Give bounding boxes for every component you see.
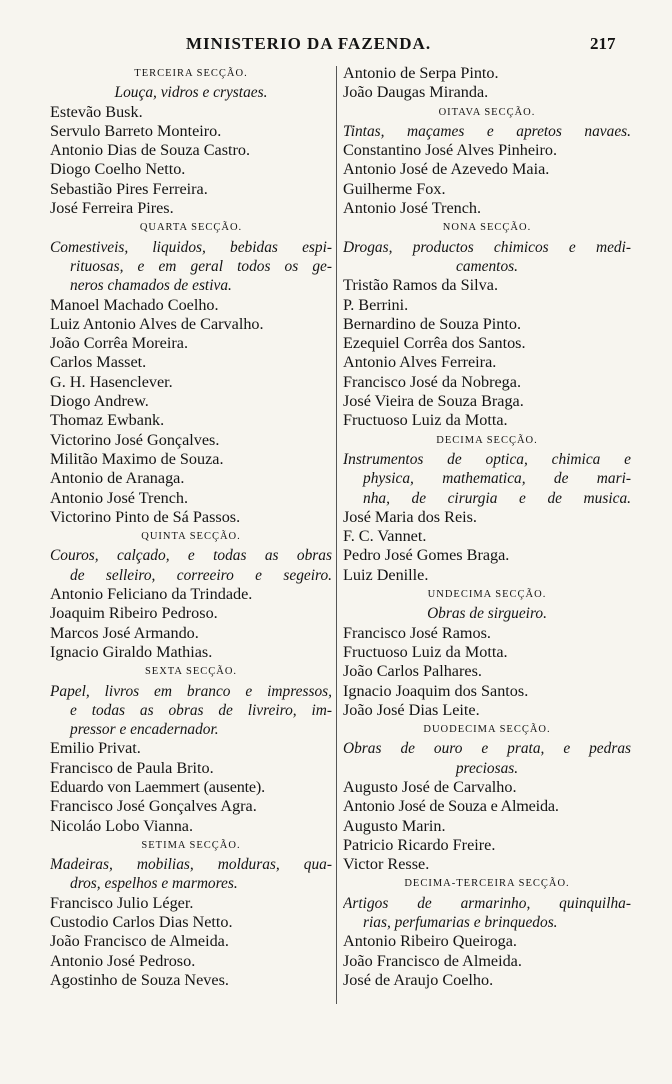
section-description: Louça, vidros e crystaes. bbox=[114, 84, 268, 102]
merchant-name: Francisco de Paula Brito. bbox=[50, 758, 214, 777]
section-heading: QUARTA SECÇÃO. bbox=[139, 222, 243, 234]
merchant-name: Guilherme Fox. bbox=[343, 179, 446, 198]
merchant-name: Antonio José Pedroso. bbox=[50, 951, 196, 970]
section-description: Drogas, productos chimicos e medi- bbox=[343, 238, 631, 256]
merchant-name: G. H. Hasenclever. bbox=[50, 372, 173, 391]
merchant-name: Luiz Antonio Alves de Carvalho. bbox=[50, 314, 264, 333]
page-header bbox=[0, 34, 672, 58]
merchant-name: Carlos Masset. bbox=[50, 353, 147, 372]
merchant-name: João José Dias Leite. bbox=[343, 700, 480, 719]
section-description: dros, espelhos e marmores. bbox=[70, 875, 238, 893]
merchant-name: Antonio José de Souza e Almeida. bbox=[343, 797, 559, 816]
section-description: Couros, calçado, e todas as obras bbox=[50, 547, 332, 565]
merchant-name: José Vieira de Souza Braga. bbox=[343, 392, 524, 411]
merchant-name: Antonio Dias de Souza Castro. bbox=[50, 141, 251, 160]
merchant-name: Joaquim Ribeiro Pedroso. bbox=[50, 604, 218, 623]
section-description: rituosas, e em geral todos os ge- bbox=[70, 257, 332, 275]
merchant-name: Eduardo von Laemmert (ausente). bbox=[50, 777, 265, 796]
merchant-name: Custodio Carlos Dias Netto. bbox=[50, 913, 233, 932]
merchant-name: Antonio de Serpa Pinto. bbox=[343, 64, 499, 82]
section-heading: NONA SECÇÃO. bbox=[442, 222, 532, 234]
section-heading: DECIMA-TERCEIRA SECÇÃO. bbox=[404, 878, 570, 890]
merchant-name: Victorino Pinto de Sá Passos. bbox=[50, 507, 241, 526]
section-description: camentos. bbox=[456, 257, 518, 275]
merchant-name: Antonio José Trench. bbox=[343, 199, 482, 218]
merchant-name: Bernardino de Souza Pinto. bbox=[343, 314, 522, 333]
section-description: Artigos de armarinho, quinquilha- bbox=[343, 894, 631, 912]
merchant-name: Pedro José Gomes Braga. bbox=[343, 546, 510, 565]
merchant-name: Antonio de Aranaga. bbox=[50, 469, 185, 488]
column-divider bbox=[336, 66, 337, 1004]
merchant-name: Manoel Machado Coelho. bbox=[50, 295, 219, 314]
section-description: Tintas, maçames e apretos navaes. bbox=[343, 122, 631, 140]
section-description: Instrumentos de optica, chimica e bbox=[343, 450, 631, 468]
section-description: nha, de cirurgia e de musica. bbox=[363, 489, 631, 507]
merchant-name: Francisco Julio Léger. bbox=[50, 893, 194, 912]
section-heading: TERCEIRA SECÇÃO. bbox=[134, 68, 248, 79]
merchant-name: Militão Maximo de Souza. bbox=[50, 449, 224, 468]
section-heading: DECIMA SECÇÃO. bbox=[436, 434, 538, 446]
section-heading: SEXTA SECÇÃO. bbox=[144, 666, 238, 678]
section-description: Comestiveis, liquidos, bebidas espi- bbox=[50, 238, 332, 256]
merchant-name: F. C. Vannet. bbox=[343, 527, 427, 546]
merchant-name: João Francisco de Almeida. bbox=[50, 932, 229, 951]
merchant-name: Emilio Privat. bbox=[50, 739, 141, 758]
merchant-name: João Daugas Miranda. bbox=[343, 83, 489, 102]
merchant-name: Fructuoso Luiz da Motta. bbox=[343, 411, 508, 430]
merchant-name: Nicoláo Lobo Vianna. bbox=[50, 816, 194, 835]
merchant-name: Estevão Busk. bbox=[50, 102, 143, 121]
right-column bbox=[343, 64, 631, 990]
merchant-name: Ezequiel Corrêa dos Santos. bbox=[343, 334, 526, 353]
section-description: Obras de sirgueiro. bbox=[427, 605, 547, 623]
section-description: Madeiras, mobilias, molduras, qua- bbox=[50, 856, 332, 874]
merchant-name: José Maria dos Reis. bbox=[343, 507, 477, 526]
merchant-name: Francisco José Ramos. bbox=[343, 623, 491, 642]
merchant-name: Servulo Barreto Monteiro. bbox=[50, 121, 222, 140]
merchant-name: Diogo Coelho Netto. bbox=[50, 160, 186, 179]
merchant-name: Patricio Ricardo Freire. bbox=[343, 835, 496, 854]
merchant-name: Tristão Ramos da Silva. bbox=[343, 276, 498, 295]
merchant-name: Augusto José de Carvalho. bbox=[343, 777, 517, 796]
merchant-name: Antonio José de Azevedo Maia. bbox=[343, 160, 550, 179]
section-description: de selleiro, correeiro e segeiro. bbox=[70, 566, 332, 584]
merchant-name: Augusto Marin. bbox=[343, 816, 446, 835]
left-column bbox=[50, 64, 332, 990]
merchant-name: João Corrêa Moreira. bbox=[50, 334, 188, 353]
merchant-name: Luiz Denille. bbox=[343, 565, 429, 584]
section-heading: QUINTA SECÇÃO. bbox=[141, 531, 241, 543]
merchant-name: Diogo Andrew. bbox=[50, 392, 149, 411]
section-heading: OITAVA SECÇÃO. bbox=[438, 106, 536, 118]
section-description: e todas as obras de livreiro, im- bbox=[70, 701, 332, 719]
merchant-name: Marcos José Armando. bbox=[50, 623, 199, 642]
merchant-name: Antonio Ribeiro Queiroga. bbox=[343, 932, 517, 951]
section-description: Obras de ouro e prata, e pedras bbox=[343, 740, 631, 758]
merchant-name: Francisco José da Nobrega. bbox=[343, 372, 522, 391]
merchant-name: João Carlos Palhares. bbox=[343, 662, 482, 681]
merchant-name: Thomaz Ewbank. bbox=[50, 411, 165, 430]
section-description: preciosas. bbox=[455, 759, 519, 777]
merchant-name: Antonio José Trench. bbox=[50, 488, 189, 507]
merchant-name: Agostinho de Souza Neves. bbox=[50, 970, 229, 989]
merchant-name: José Ferreira Pires. bbox=[50, 199, 174, 218]
merchant-name: Victor Resse. bbox=[343, 855, 430, 874]
merchant-name: Antonio Alves Ferreira. bbox=[343, 353, 497, 372]
merchant-name: Ignacio Joaquim dos Santos. bbox=[343, 681, 529, 700]
page-title: MINISTERIO DA FAZENDA. bbox=[186, 34, 432, 53]
merchant-name: Fructuoso Luiz da Motta. bbox=[343, 642, 508, 661]
section-description: rias, perfumarias e brinquedos. bbox=[363, 914, 558, 932]
merchant-name: Victorino José Gonçalves. bbox=[50, 430, 220, 449]
merchant-name: Antonio Feliciano da Trindade. bbox=[50, 585, 253, 604]
section-heading: DUODECIMA SECÇÃO. bbox=[423, 724, 551, 736]
section-heading: UNDECIMA SECÇÃO. bbox=[427, 589, 547, 601]
page-number: 217 bbox=[590, 34, 616, 53]
section-description: physica, mathematica, de mari- bbox=[363, 470, 631, 488]
merchant-name: João Francisco de Almeida. bbox=[343, 951, 522, 970]
section-description: pressor e encadernador. bbox=[70, 721, 219, 739]
section-heading: SETIMA SECÇÃO. bbox=[141, 839, 241, 851]
merchant-name: José de Araujo Coelho. bbox=[343, 970, 494, 989]
merchant-name: P. Berrini. bbox=[343, 295, 409, 314]
merchant-name: Ignacio Giraldo Mathias. bbox=[50, 642, 213, 661]
merchant-name: Sebastião Pires Ferreira. bbox=[50, 179, 208, 198]
merchant-name: Francisco José Gonçalves Agra. bbox=[50, 797, 257, 816]
section-description: neros chamados de estiva. bbox=[70, 277, 232, 295]
section-description: Papel, livros em branco e impressos, bbox=[50, 682, 332, 700]
merchant-name: Constantino José Alves Pinheiro. bbox=[343, 141, 558, 160]
